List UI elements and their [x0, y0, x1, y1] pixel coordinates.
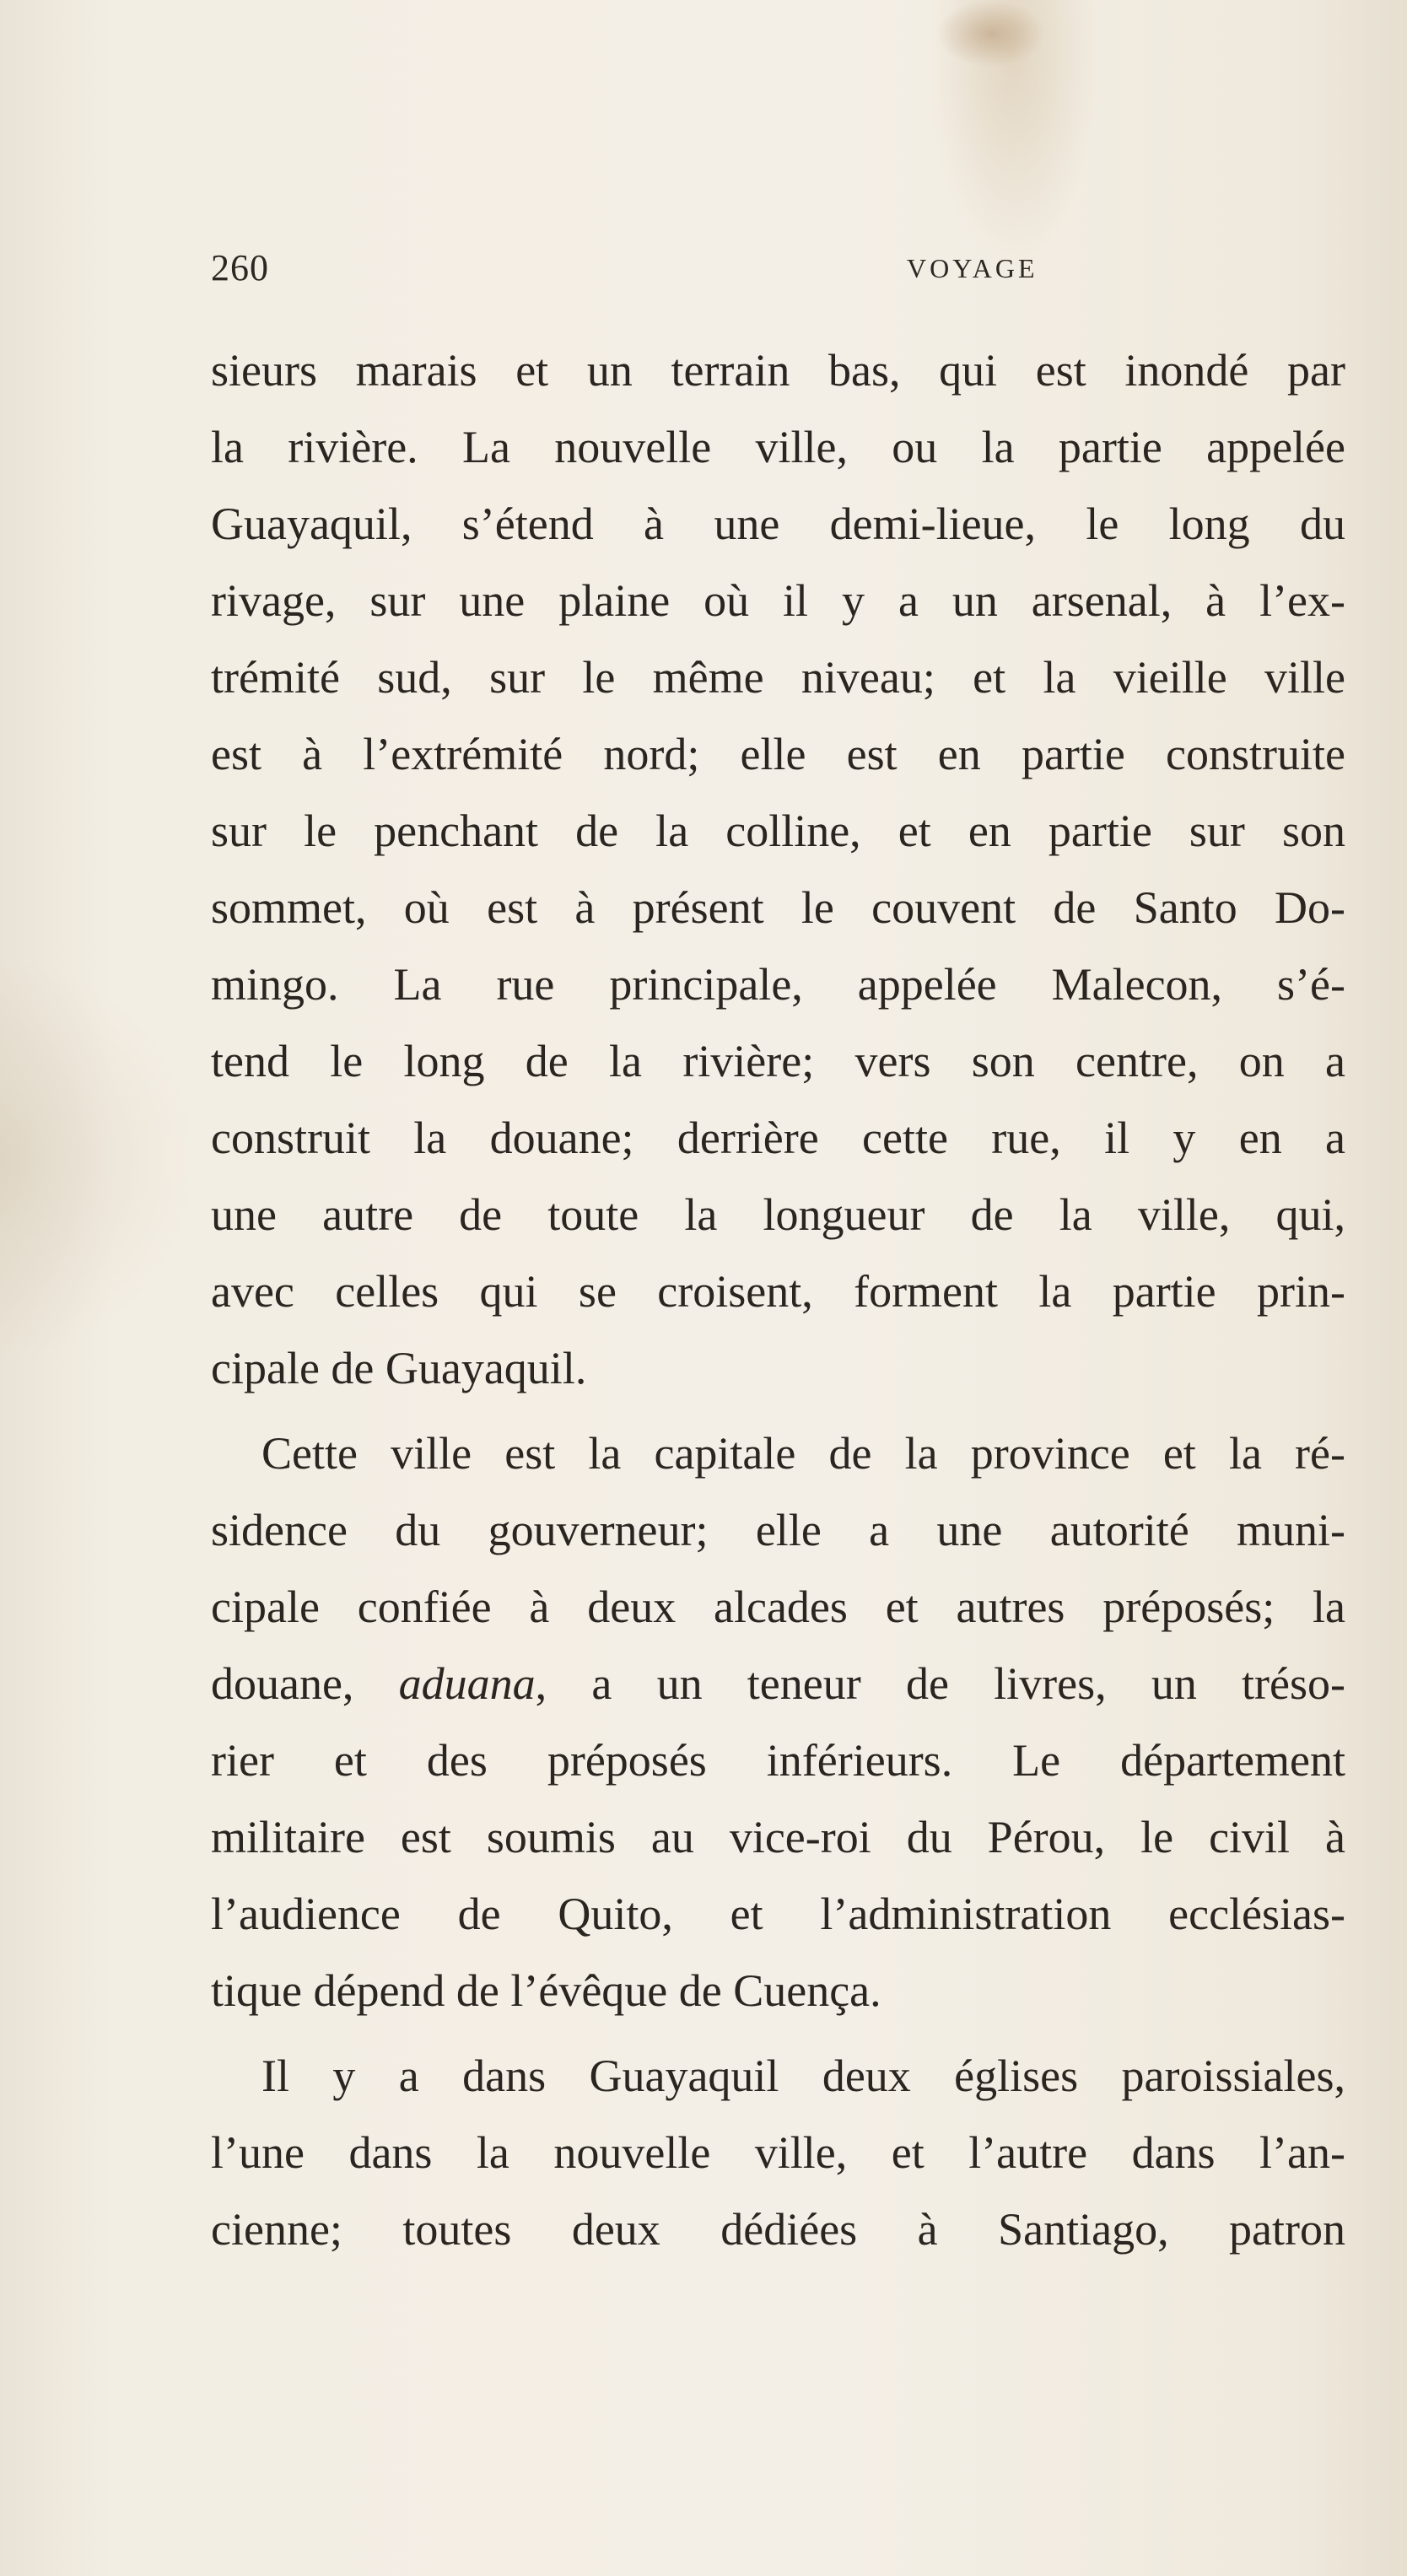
- body-text: [211, 332, 1345, 2268]
- page-header: [211, 246, 1345, 297]
- text-line: rier et des préposés inférieurs. Le département: [211, 1735, 1345, 1786]
- text-line: cipale confiée à deux alcades et autres préposés; la: [211, 1582, 1345, 1632]
- italic-term: aduana: [398, 1658, 536, 1709]
- text-line: Il y a dans Guayaquil deux églises paroissiales,: [261, 2051, 1345, 2101]
- text-line: une autre de toute la longueur de la ville, qui,: [211, 1189, 1345, 1240]
- text-line: avec celles qui se croisent, forment la partie prin-: [211, 1266, 1345, 1317]
- text-line: Guayaquil, s’étend à une demi-lieue, le long du: [211, 498, 1345, 549]
- text-line: Cette ville est la capitale de la province et la ré-: [261, 1428, 1345, 1479]
- text-line: l’audience de Quito, et l’administration ecclésias-: [211, 1889, 1345, 1939]
- page-number: 260: [211, 247, 269, 288]
- text-line: sommet, où est à présent le couvent de Santo Do-: [211, 882, 1345, 933]
- text-line: tique dépend de l’évêque de Cuença.: [211, 1965, 881, 2016]
- text-fragment: , a un teneur de livres, un tréso-: [535, 1658, 1346, 1709]
- text-line: l’une dans la nouvelle ville, et l’autre dans l’an-: [211, 2127, 1345, 2178]
- text-line: sur le penchant de la colline, et en partie sur son: [211, 806, 1345, 856]
- text-line: militaire est soumis au vice-roi du Pérou, le civil à: [211, 1812, 1345, 1862]
- paper-stain: [936, 0, 1046, 67]
- text-line: la rivière. La nouvelle ville, ou la partie appelée: [211, 422, 1345, 472]
- text-line: trémité sud, sur le même niveau; et la vieille ville: [211, 652, 1345, 703]
- text-line: sidence du gouverneur; elle a une autorité muni-: [211, 1505, 1345, 1555]
- running-head: VOYAGE: [907, 253, 1038, 283]
- text-line: tend le long de la rivière; vers son centre, on a: [211, 1036, 1345, 1086]
- text-line: construit la douane; derrière cette rue, il y en a: [211, 1113, 1345, 1163]
- text-line: cipale de Guayaquil.: [211, 1343, 587, 1393]
- text-line: mingo. La rue principale, appelée Malecon, s’é-: [211, 959, 1345, 1010]
- text-fragment: douane,: [211, 1658, 399, 1709]
- text-line: est à l’extrémité nord; elle est en partie construite: [211, 729, 1345, 779]
- text-line: sieurs marais et un terrain bas, qui est inondé par: [211, 345, 1345, 396]
- text-line: cienne; toutes deux dédiées à Santiago, patron: [211, 2204, 1345, 2255]
- text-line: rivage, sur une plaine où il y a un arsenal, à l’ex-: [211, 575, 1345, 626]
- text-line: [211, 1646, 1345, 1722]
